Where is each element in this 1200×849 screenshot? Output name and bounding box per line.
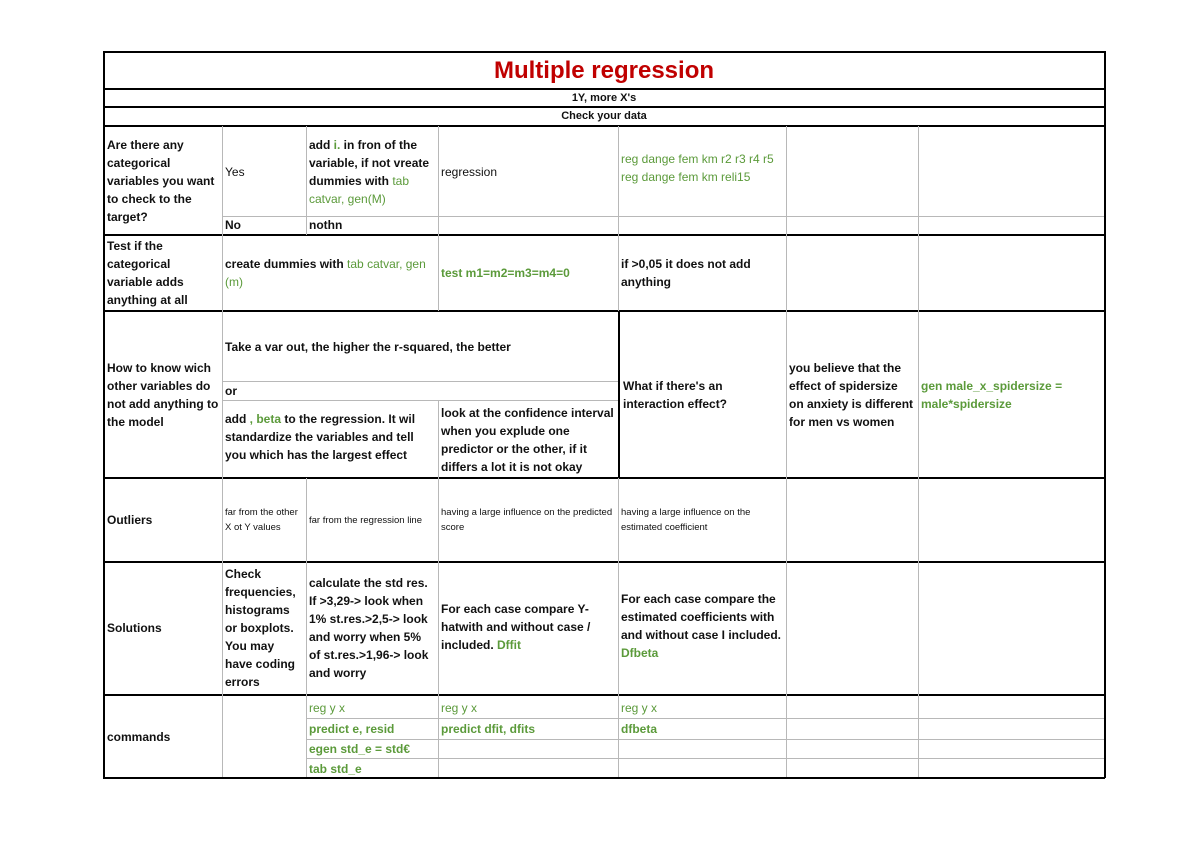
grid-line — [306, 126, 307, 235]
cmd-1-1: reg y x — [309, 700, 346, 715]
subtitle: 1Y, more X's — [571, 91, 637, 104]
grid-line — [222, 400, 618, 401]
add-mid: in fron of the variable, if not vreate dummies with — [309, 138, 430, 188]
grid-line — [618, 478, 619, 777]
cmd-1-3: egen std_e = std€ — [309, 741, 411, 756]
cell-check-freq: Check frequencies, histograms or boxplots. You may have coding errors — [225, 567, 296, 689]
cell-influence-coef: having a large influence on the estimated coefficient — [621, 507, 751, 533]
grid-line — [618, 311, 620, 478]
cell-influence-score: having a large influence on the predicted score — [441, 507, 613, 533]
beta-prefix: add — [225, 412, 250, 426]
grid-line — [103, 777, 1105, 779]
cmd-1-4: tab std_e — [309, 761, 362, 776]
grid-line — [103, 125, 1105, 127]
cell-or: or — [225, 384, 237, 398]
cell-far-line: far from the regression line — [309, 514, 422, 526]
row-label-outliers: Outliers — [107, 513, 153, 527]
reg-command-2: reg dange fem km reli15 — [621, 170, 751, 184]
grid-line — [222, 126, 223, 777]
cmd-3-2: dfbeta — [621, 722, 657, 736]
create-prefix: create dummies with — [225, 257, 348, 271]
grid-line — [103, 234, 1105, 236]
grid-line — [222, 381, 618, 382]
cell-take-var-out: Take a var out, the higher the r-squared, the better — [225, 340, 511, 354]
row-label-commands: commands — [107, 730, 171, 744]
cell-add-beta — [222, 402, 438, 477]
grid-line — [103, 561, 1105, 563]
grid-line — [618, 126, 619, 311]
cell-add-i — [306, 130, 438, 216]
cell-confidence: look at the confidence interval when you explude one predictor or the other, if it differs a lot it is not okay — [441, 405, 614, 474]
coef-prefix: For each case compare the estimated coefficients with and without case I included. — [621, 592, 782, 642]
cell-coef — [618, 562, 786, 694]
grid-line — [222, 216, 1104, 217]
grid-line — [786, 126, 787, 777]
grid-line — [306, 718, 1104, 719]
cell-far-x: far from the other X ot Y values — [225, 507, 298, 533]
cmd-3-1: reg y x — [621, 700, 658, 715]
grid-line — [103, 51, 1105, 53]
cell-gen-cmd: gen male_x_spidersize = male*spidersize — [921, 379, 1063, 411]
cell-regression: regression — [441, 165, 498, 179]
cell-test-cmd: test m1=m2=m3=m4=0 — [441, 266, 570, 280]
grid-line — [438, 126, 439, 311]
coef-cmd: Dfbeta — [621, 646, 659, 660]
grid-line — [103, 310, 1105, 312]
cell-create-dummies — [222, 237, 438, 309]
grid-line — [438, 401, 439, 777]
row-label-howto: How to know wich other variables do not add anything to the model — [107, 361, 219, 429]
section-header: Check your data — [561, 110, 647, 122]
cell-yhat — [438, 562, 618, 694]
cell-yes: Yes — [225, 165, 245, 179]
grid-line — [1104, 51, 1106, 778]
grid-line — [103, 106, 1105, 108]
add-prefix: add — [309, 138, 334, 152]
cell-test-note: if >0,05 it does not add anything — [621, 257, 751, 289]
grid-line — [103, 88, 1105, 90]
cell-nothn: nothn — [309, 217, 343, 232]
grid-line — [306, 739, 1104, 740]
add-tab-cmd: tab catvar, gen(M) — [309, 174, 410, 206]
cmd-2-2: predict dfit, dfits — [441, 722, 535, 736]
grid-line — [306, 758, 1104, 759]
beta-cmd: , beta — [249, 412, 282, 426]
row-label-categorical: Are there any categorical variables you want to check to the target? — [107, 138, 215, 224]
yhat-prefix: For each case compare Y-hatwith and without case / included. — [441, 602, 591, 652]
grid-line — [103, 477, 1105, 479]
cmd-1-2: predict e, resid — [309, 722, 395, 736]
grid-line — [103, 51, 105, 778]
create-cmd: tab catvar, gen (m) — [225, 257, 426, 289]
cell-believe: you believe that the effect of spidersize on anxiety is different for men vs women — [789, 361, 914, 429]
cell-interaction: What if there's an interaction effect? — [623, 379, 728, 411]
reg-command-1: reg dange fem km r2 r3 r4 r5 — [621, 152, 774, 166]
grid-line — [918, 126, 919, 777]
row-label-solutions: Solutions — [107, 621, 162, 635]
cmd-2-1: reg y x — [441, 700, 478, 715]
beta-rest: to the regression. It wil standardize the variables and tell you which has the largest effect — [225, 412, 416, 462]
grid-line — [103, 694, 1105, 696]
cell-calc-std: calculate the std res. If >3,29-> look when 1% st.res.>2,5-> look and worry when 5% of st.res.>1,96-> look and worry — [309, 576, 429, 680]
yhat-cmd: Dffit — [497, 638, 522, 652]
add-i-cmd: i. — [333, 138, 341, 152]
cell-reg-commands — [618, 150, 788, 190]
grid-line — [306, 478, 307, 777]
row-label-test: Test if the categorical variable adds anything at all — [107, 239, 188, 307]
cell-no: No — [225, 217, 241, 232]
page-title: Multiple regression — [493, 56, 715, 84]
